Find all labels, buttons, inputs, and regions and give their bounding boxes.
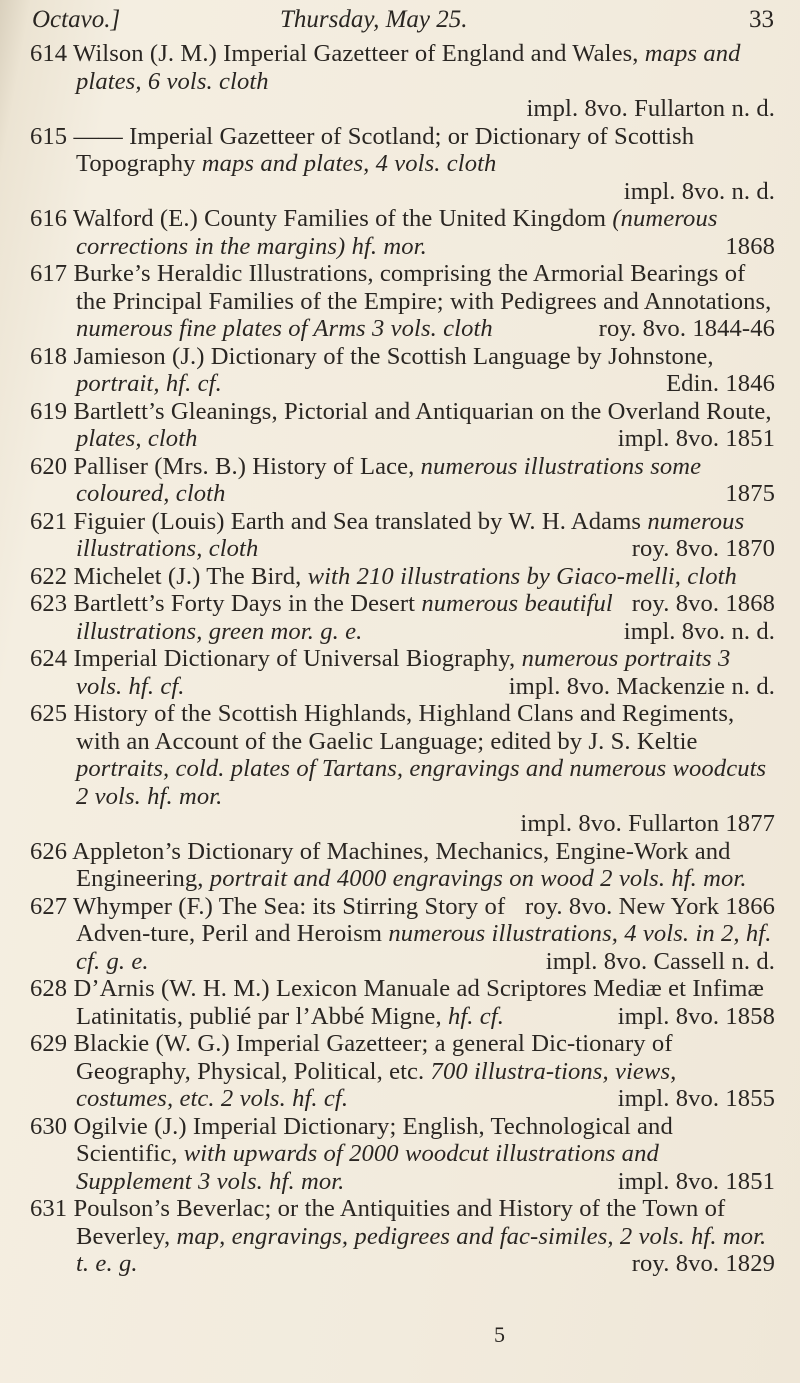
lot-number: 631 bbox=[30, 1195, 68, 1222]
lot-entry bbox=[30, 1195, 775, 1278]
lot-title: Palliser (Mrs. B.) History of Lace, bbox=[73, 452, 415, 480]
lot-description: numerous beautiful illustrations, green mor. g. e. bbox=[76, 590, 613, 645]
lot-entry bbox=[30, 508, 775, 563]
lot-imprint: 1875 bbox=[725, 480, 775, 507]
lot-title: Blackie (W. G.) Imperial Gazetteer; a general Dic-tionary of Geography, Physical, Political, etc. bbox=[73, 1030, 673, 1085]
lot-imprint: roy. 8vo. 1829 bbox=[631, 1250, 775, 1277]
page-header bbox=[32, 6, 774, 44]
lot-imprint: impl. 8vo. Mackenzie n. d. bbox=[508, 672, 775, 700]
lot-entry bbox=[30, 700, 775, 838]
lot-description: numerous illustrations some coloured, cloth bbox=[76, 452, 702, 507]
lot-description: hf. cf. bbox=[447, 1002, 504, 1030]
lot-number: 618 bbox=[30, 342, 68, 370]
lot-number: 625 bbox=[30, 700, 68, 727]
lot-number: 628 bbox=[30, 975, 68, 1002]
lot-title: Appleton’s Dictionary of Machines, Mechanics, Engine-Work and Engineering, bbox=[72, 837, 731, 892]
lot-entry bbox=[30, 398, 775, 453]
lot-number: 622 bbox=[30, 562, 68, 590]
lot-number: 630 bbox=[30, 1112, 68, 1140]
lot-description: with upwards of 2000 woodcut illustrations and Supplement 3 vols. hf. mor. bbox=[76, 1140, 659, 1195]
signature-mark: 5 bbox=[494, 1322, 505, 1347]
lot-entry bbox=[30, 343, 775, 398]
lot-imprint: impl. 8vo. n. d. bbox=[623, 617, 775, 645]
lot-entry bbox=[30, 123, 775, 206]
lot-description: numerous illustrations, cloth bbox=[76, 507, 745, 562]
lot-title: Burke’s Heraldic Illustrations, comprising the Armorial Bearings of the Principal Families of the Empire; with Pedigrees and Annotations, bbox=[73, 260, 772, 315]
lot-description: portrait, hf. cf. bbox=[76, 370, 222, 397]
lot-number: 617 bbox=[30, 260, 68, 287]
lot-list bbox=[30, 40, 775, 1278]
lot-imprint: impl. 8vo. n. d. bbox=[623, 177, 775, 205]
header-date: Thursday, May 25. bbox=[280, 6, 468, 33]
lot-imprint: roy. 8vo. New York 1866 bbox=[524, 892, 775, 920]
lot-title: History of the Scottish Highlands, Highland Clans and Regiments, with an Account of the Gaelic Language; edited by J. S. Keltie bbox=[73, 700, 735, 755]
lot-title: Walford (E.) County Families of the United Kingdom bbox=[73, 205, 607, 232]
lot-number: 615 bbox=[30, 122, 68, 150]
lot-imprint: impl. 8vo. Fullarton n. d. bbox=[526, 95, 775, 122]
lot-imprint: impl. 8vo. 1858 bbox=[617, 1002, 775, 1030]
lot-description: maps and plates, 6 vols. cloth bbox=[76, 40, 741, 95]
lot-imprint: 1868 bbox=[725, 232, 775, 260]
lot-description: portrait and 4000 engravings on wood 2 vols. hf. mor. bbox=[209, 865, 747, 892]
lot-imprint: impl. 8vo. Cassell n. d. bbox=[545, 947, 775, 975]
lot-description: 700 illustra-tions, views, costumes, etc. 2 vols. hf. cf. bbox=[76, 1057, 677, 1112]
header-format: Octavo.] bbox=[32, 6, 121, 33]
lot-title: D’Arnis (W. H. M.) Lexicon Manuale ad Scriptores Mediæ et Infimæ Latinitatis, publié par l’Abbé Migne, bbox=[73, 975, 765, 1030]
lot-imprint: roy. 8vo. 1844-46 bbox=[598, 315, 775, 342]
lot-title: Imperial Dictionary of Universal Biography, bbox=[73, 645, 516, 672]
lot-number: 627 bbox=[30, 892, 68, 920]
lot-imprint: impl. 8vo. 1851 bbox=[617, 1167, 775, 1195]
lot-title: Ogilvie (J.) Imperial Dictionary; English, Technological and Scientific, bbox=[73, 1112, 673, 1167]
lot-title: Bartlett’s Gleanings, Pictorial and Antiquarian on the Overland Route, bbox=[73, 397, 772, 425]
lot-entry bbox=[30, 590, 775, 645]
lot-number: 623 bbox=[30, 590, 68, 617]
lot-title: Jamieson (J.) Dictionary of the Scottish Language by Johnstone, bbox=[73, 342, 714, 370]
lot-entry bbox=[30, 645, 775, 700]
lot-title: Whymper (F.) The Sea: its Stirring Story of Adven-ture, Peril and Heroism bbox=[73, 892, 506, 947]
lot-number: 629 bbox=[30, 1030, 68, 1057]
lot-title: Bartlett’s Forty Days in the Desert bbox=[73, 590, 416, 617]
lot-entry bbox=[30, 1113, 775, 1196]
lot-description: numerous portraits 3 vols. hf. cf. bbox=[76, 645, 731, 700]
lot-title: Michelet (J.) The Bird, bbox=[73, 562, 302, 590]
lot-title: Poulson’s Beverlac; or the Antiquities and History of the Town of Beverley, bbox=[73, 1195, 726, 1250]
lot-number: 619 bbox=[30, 397, 68, 425]
lot-description: portraits, cold. plates of Tartans, engravings and numerous woodcuts 2 vols. hf. mor. bbox=[76, 755, 767, 810]
lot-imprint: impl. 8vo. Fullarton 1877 bbox=[520, 810, 775, 837]
lot-imprint: roy. 8vo. 1870 bbox=[631, 535, 775, 562]
lot-number: 616 bbox=[30, 205, 68, 232]
lot-number: 624 bbox=[30, 645, 68, 672]
lot-description: numerous fine plates of Arms 3 vols. cloth bbox=[76, 315, 493, 342]
lot-description: numerous illustrations, 4 vols. in 2, hf. cf. g. e. bbox=[76, 920, 772, 975]
lot-number: 621 bbox=[30, 507, 68, 535]
lot-title: Wilson (J. M.) Imperial Gazetteer of England and Wales, bbox=[73, 40, 639, 67]
page-number: 33 bbox=[749, 6, 774, 33]
lot-number: 626 bbox=[30, 837, 68, 865]
lot-imprint: impl. 8vo. 1851 bbox=[617, 425, 775, 452]
lot-entry bbox=[30, 453, 775, 508]
lot-entry bbox=[30, 893, 775, 976]
lot-entry bbox=[30, 1030, 775, 1113]
lot-entry bbox=[30, 260, 775, 343]
lot-title: —— Imperial Gazetteer of Scotland; or Dictionary of Scottish Topography bbox=[73, 122, 695, 177]
lot-title: Figuier (Louis) Earth and Sea translated by W. H. Adams bbox=[73, 507, 642, 535]
lot-description: map, engravings, pedigrees and fac-similes, 2 vols. hf. mor. t. e. g. bbox=[76, 1222, 767, 1277]
lot-description: plates, cloth bbox=[76, 425, 198, 452]
lot-description: with 210 illustrations by Giaco-melli, cloth bbox=[307, 562, 737, 590]
lot-imprint: Edin. 1846 bbox=[666, 370, 775, 397]
lot-description: maps and plates, 4 vols. cloth bbox=[201, 150, 497, 177]
lot-imprint: impl. 8vo. 1855 bbox=[617, 1085, 775, 1112]
lot-number: 614 bbox=[30, 40, 68, 67]
lot-description: (numerous corrections in the margins) hf. mor. bbox=[76, 205, 718, 260]
lot-number: 620 bbox=[30, 452, 68, 480]
lot-entry bbox=[30, 40, 775, 123]
lot-imprint: roy. 8vo. 1868 bbox=[631, 590, 775, 617]
lot-entry bbox=[30, 975, 775, 1030]
lot-entry bbox=[30, 205, 775, 260]
